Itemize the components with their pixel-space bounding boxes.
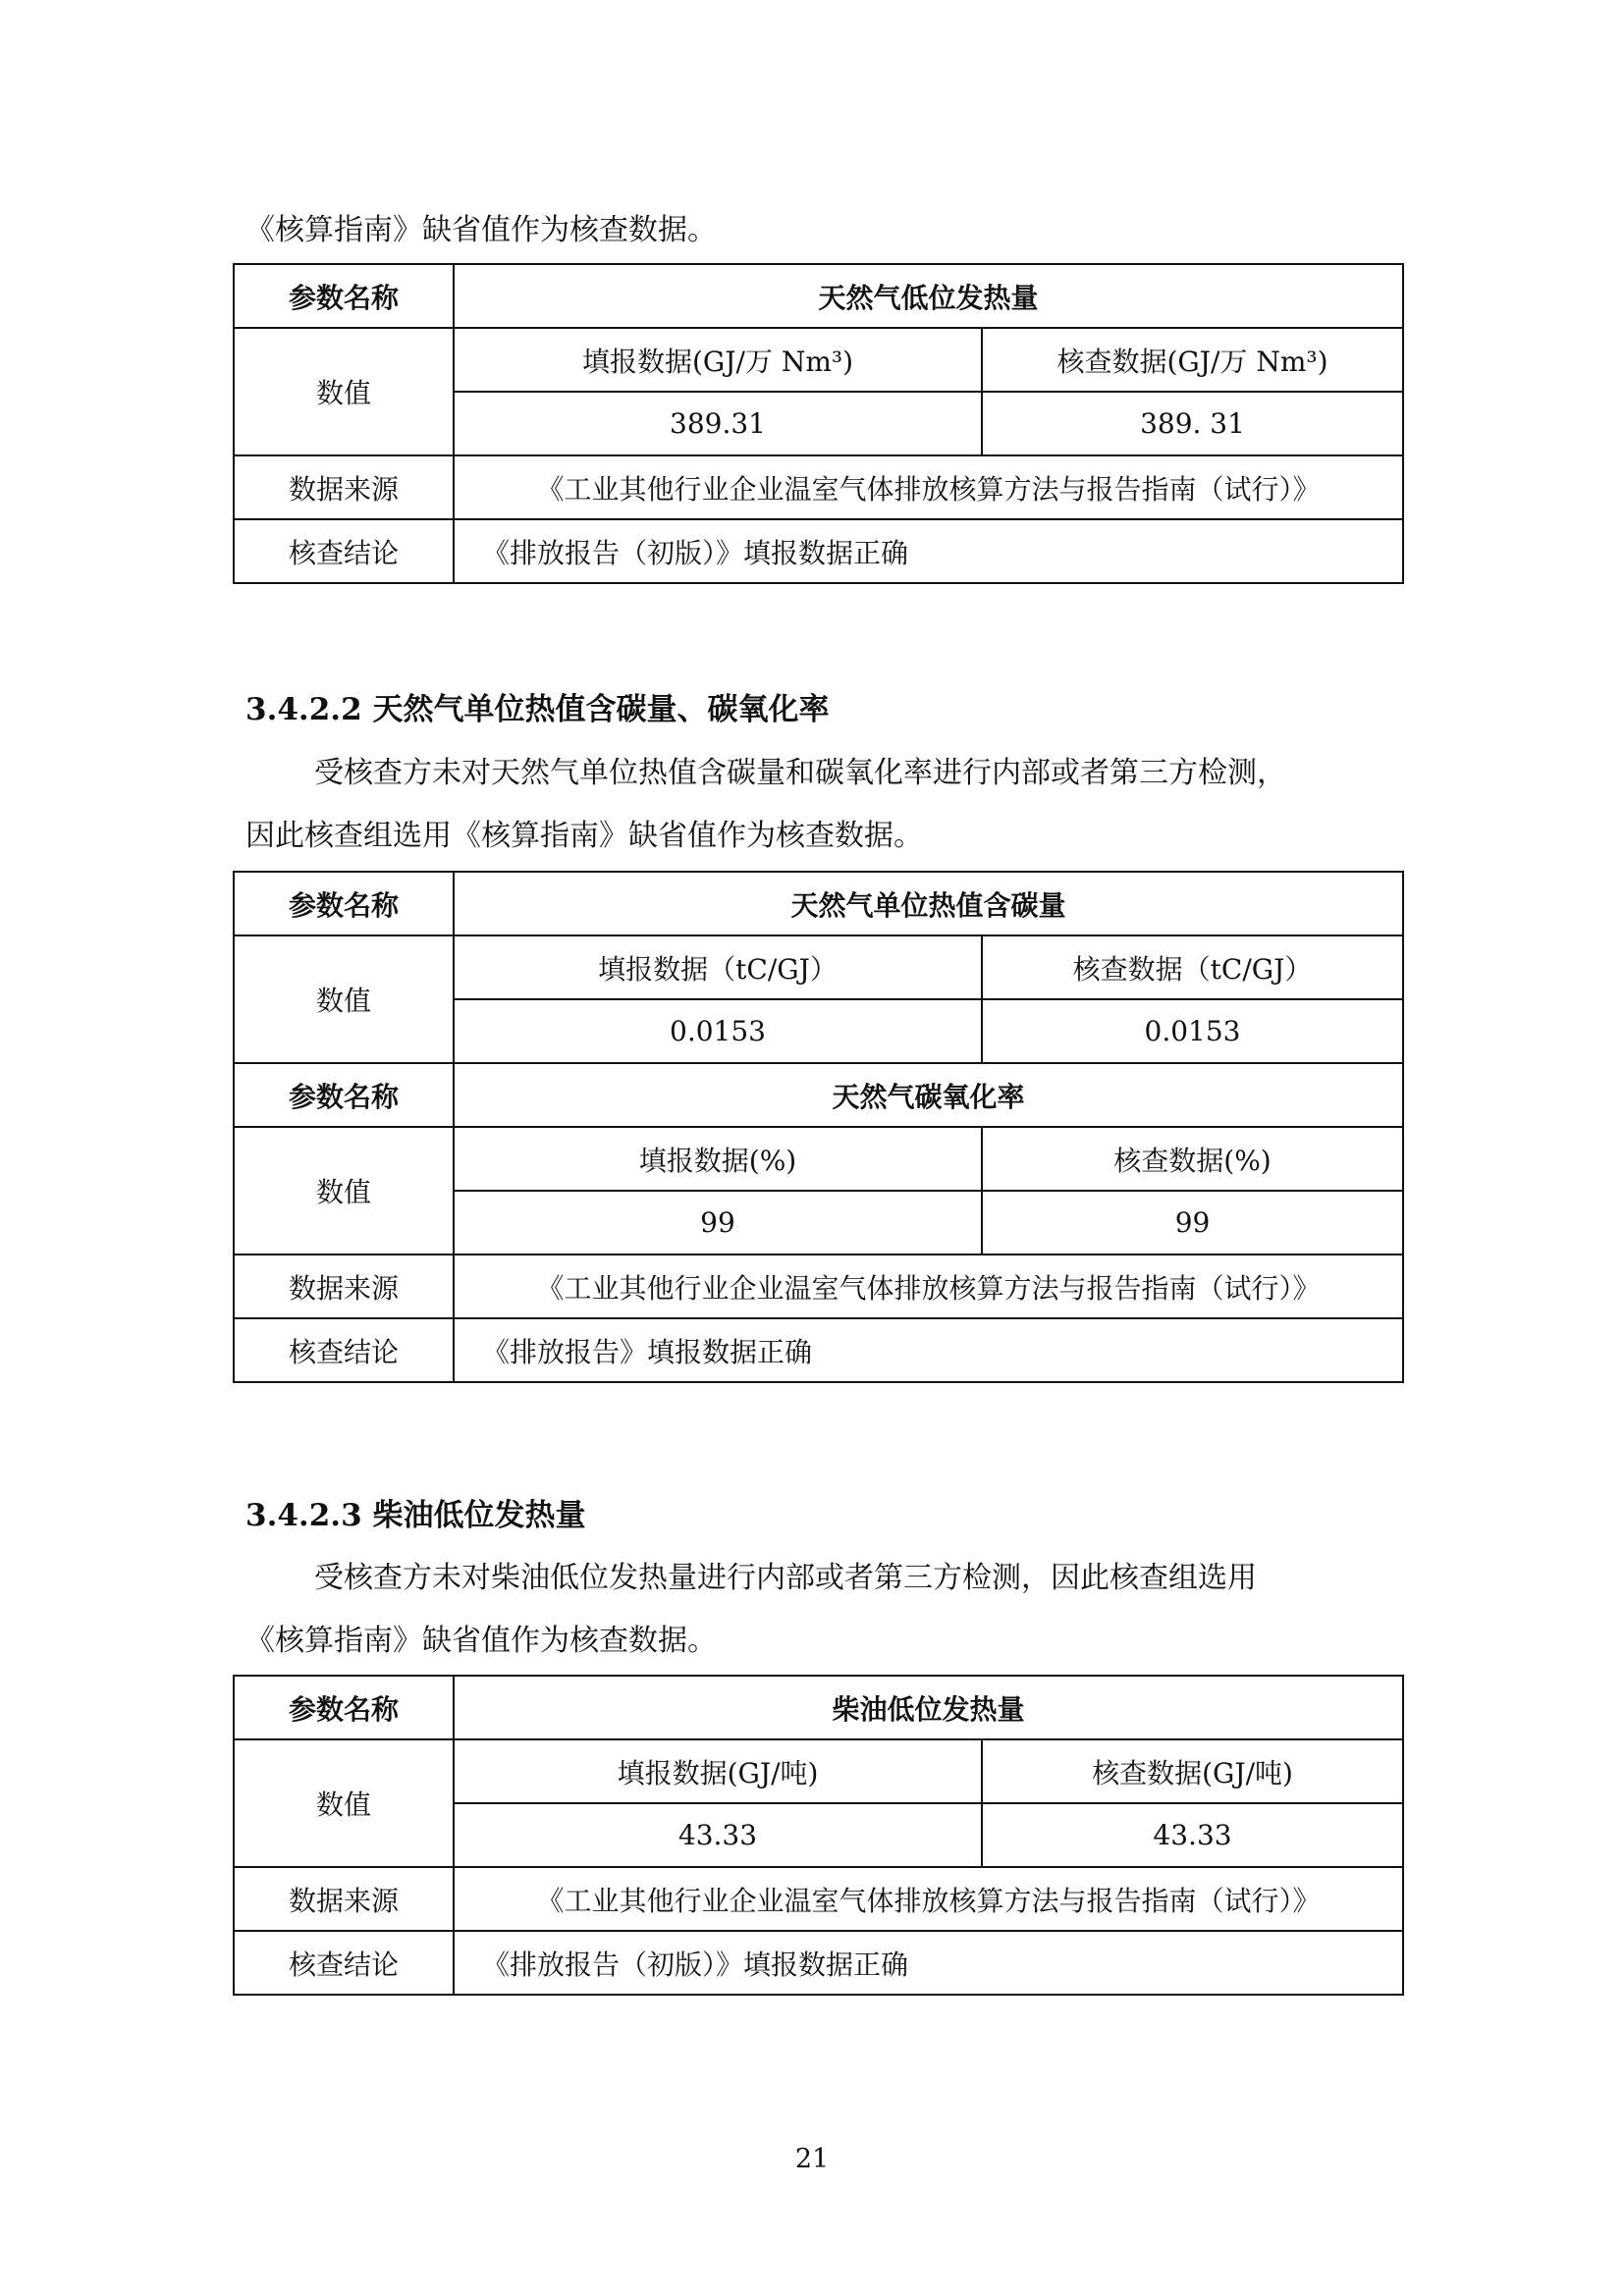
param-name: 天然气低位发热量: [454, 264, 1403, 328]
table-row: [234, 1867, 1403, 1931]
reported-header: 填报数据(%): [454, 1127, 982, 1191]
table-row: [234, 1127, 1403, 1191]
reported-header: 填报数据（tC/GJ）: [454, 935, 982, 999]
param-name: 天然气单位热值含碳量: [454, 872, 1403, 935]
table-row: [234, 1063, 1403, 1127]
value-label: 数值: [234, 935, 454, 1063]
table-row: [234, 455, 1403, 519]
table-row: [234, 328, 1403, 392]
value-label: 数值: [234, 1127, 454, 1255]
param-label: 参数名称: [234, 872, 454, 935]
conclusion-label: 核查结论: [234, 1931, 454, 1995]
section3-paragraph-line2: 《核算指南》缺省值作为核查数据。: [245, 1624, 717, 1658]
table-row: [234, 1931, 1403, 1995]
param-label: 参数名称: [234, 1676, 454, 1739]
table-row: [234, 1255, 1403, 1318]
verified-header: 核查数据(%): [982, 1127, 1403, 1191]
verified-header: 核查数据(GJ/万 Nm³): [982, 328, 1403, 392]
conclusion-value: 《排放报告（初版）》填报数据正确: [454, 519, 1403, 583]
section-heading-3-4-2-2: 3.4.2.2 天然气单位热值含碳量、碳氧化率: [245, 692, 830, 727]
source-value: 《工业其他行业企业温室气体排放核算方法与报告指南（试行）》: [454, 1255, 1403, 1318]
conclusion-label: 核查结论: [234, 519, 454, 583]
source-label: 数据来源: [234, 1867, 454, 1931]
reported-header: 填报数据(GJ/万 Nm³): [454, 328, 982, 392]
reported-header: 填报数据(GJ/吨): [454, 1739, 982, 1803]
table-row: [234, 935, 1403, 999]
param-name: 天然气碳氧化率: [454, 1063, 1403, 1127]
table-row: [234, 872, 1403, 935]
intro-paragraph: 《核算指南》缺省值作为核查数据。: [245, 213, 717, 247]
section2-paragraph-line2: 因此核查组选用《核算指南》缺省值作为核查数据。: [245, 819, 923, 853]
param-name: 柴油低位发热量: [454, 1676, 1403, 1739]
param-label: 参数名称: [234, 1063, 454, 1127]
conclusion-value: 《排放报告（初版）》填报数据正确: [454, 1931, 1403, 1995]
table-row: [234, 519, 1403, 583]
verified-value: 99: [982, 1191, 1403, 1255]
table-row: [234, 1318, 1403, 1382]
reported-value: 99: [454, 1191, 982, 1255]
table-row: [234, 1739, 1403, 1803]
section2-paragraph-line1: 受核查方未对天然气单位热值含碳量和碳氧化率进行内部或者第三方检测，: [314, 756, 1286, 790]
conclusion-value: 《排放报告》填报数据正确: [454, 1318, 1403, 1382]
verified-header: 核查数据（tC/GJ）: [982, 935, 1403, 999]
value-label: 数值: [234, 1739, 454, 1867]
source-value: 《工业其他行业企业温室气体排放核算方法与报告指南（试行）》: [454, 1867, 1403, 1931]
source-label: 数据来源: [234, 1255, 454, 1318]
verified-value: 0.0153: [982, 999, 1403, 1063]
table-row: [234, 264, 1403, 328]
natural-gas-ncv-table: [233, 263, 1404, 584]
verified-header: 核查数据(GJ/吨): [982, 1739, 1403, 1803]
reported-value: 389.31: [454, 392, 982, 455]
reported-value: 0.0153: [454, 999, 982, 1063]
source-label: 数据来源: [234, 455, 454, 519]
verified-value: 43.33: [982, 1803, 1403, 1867]
reported-value: 43.33: [454, 1803, 982, 1867]
conclusion-label: 核查结论: [234, 1318, 454, 1382]
value-label: 数值: [234, 328, 454, 455]
section3-paragraph-line1: 受核查方未对柴油低位发热量进行内部或者第三方检测，因此核查组选用: [314, 1561, 1257, 1595]
source-value: 《工业其他行业企业温室气体排放核算方法与报告指南（试行）》: [454, 455, 1403, 519]
page-number: 21: [794, 2144, 830, 2174]
section-heading-3-4-2-3: 3.4.2.3 柴油低位发热量: [245, 1498, 586, 1533]
diesel-ncv-table: [233, 1675, 1404, 1996]
param-label: 参数名称: [234, 264, 454, 328]
table-row: [234, 1676, 1403, 1739]
natural-gas-carbon-table: [233, 871, 1404, 1383]
verified-value: 389. 31: [982, 392, 1403, 455]
